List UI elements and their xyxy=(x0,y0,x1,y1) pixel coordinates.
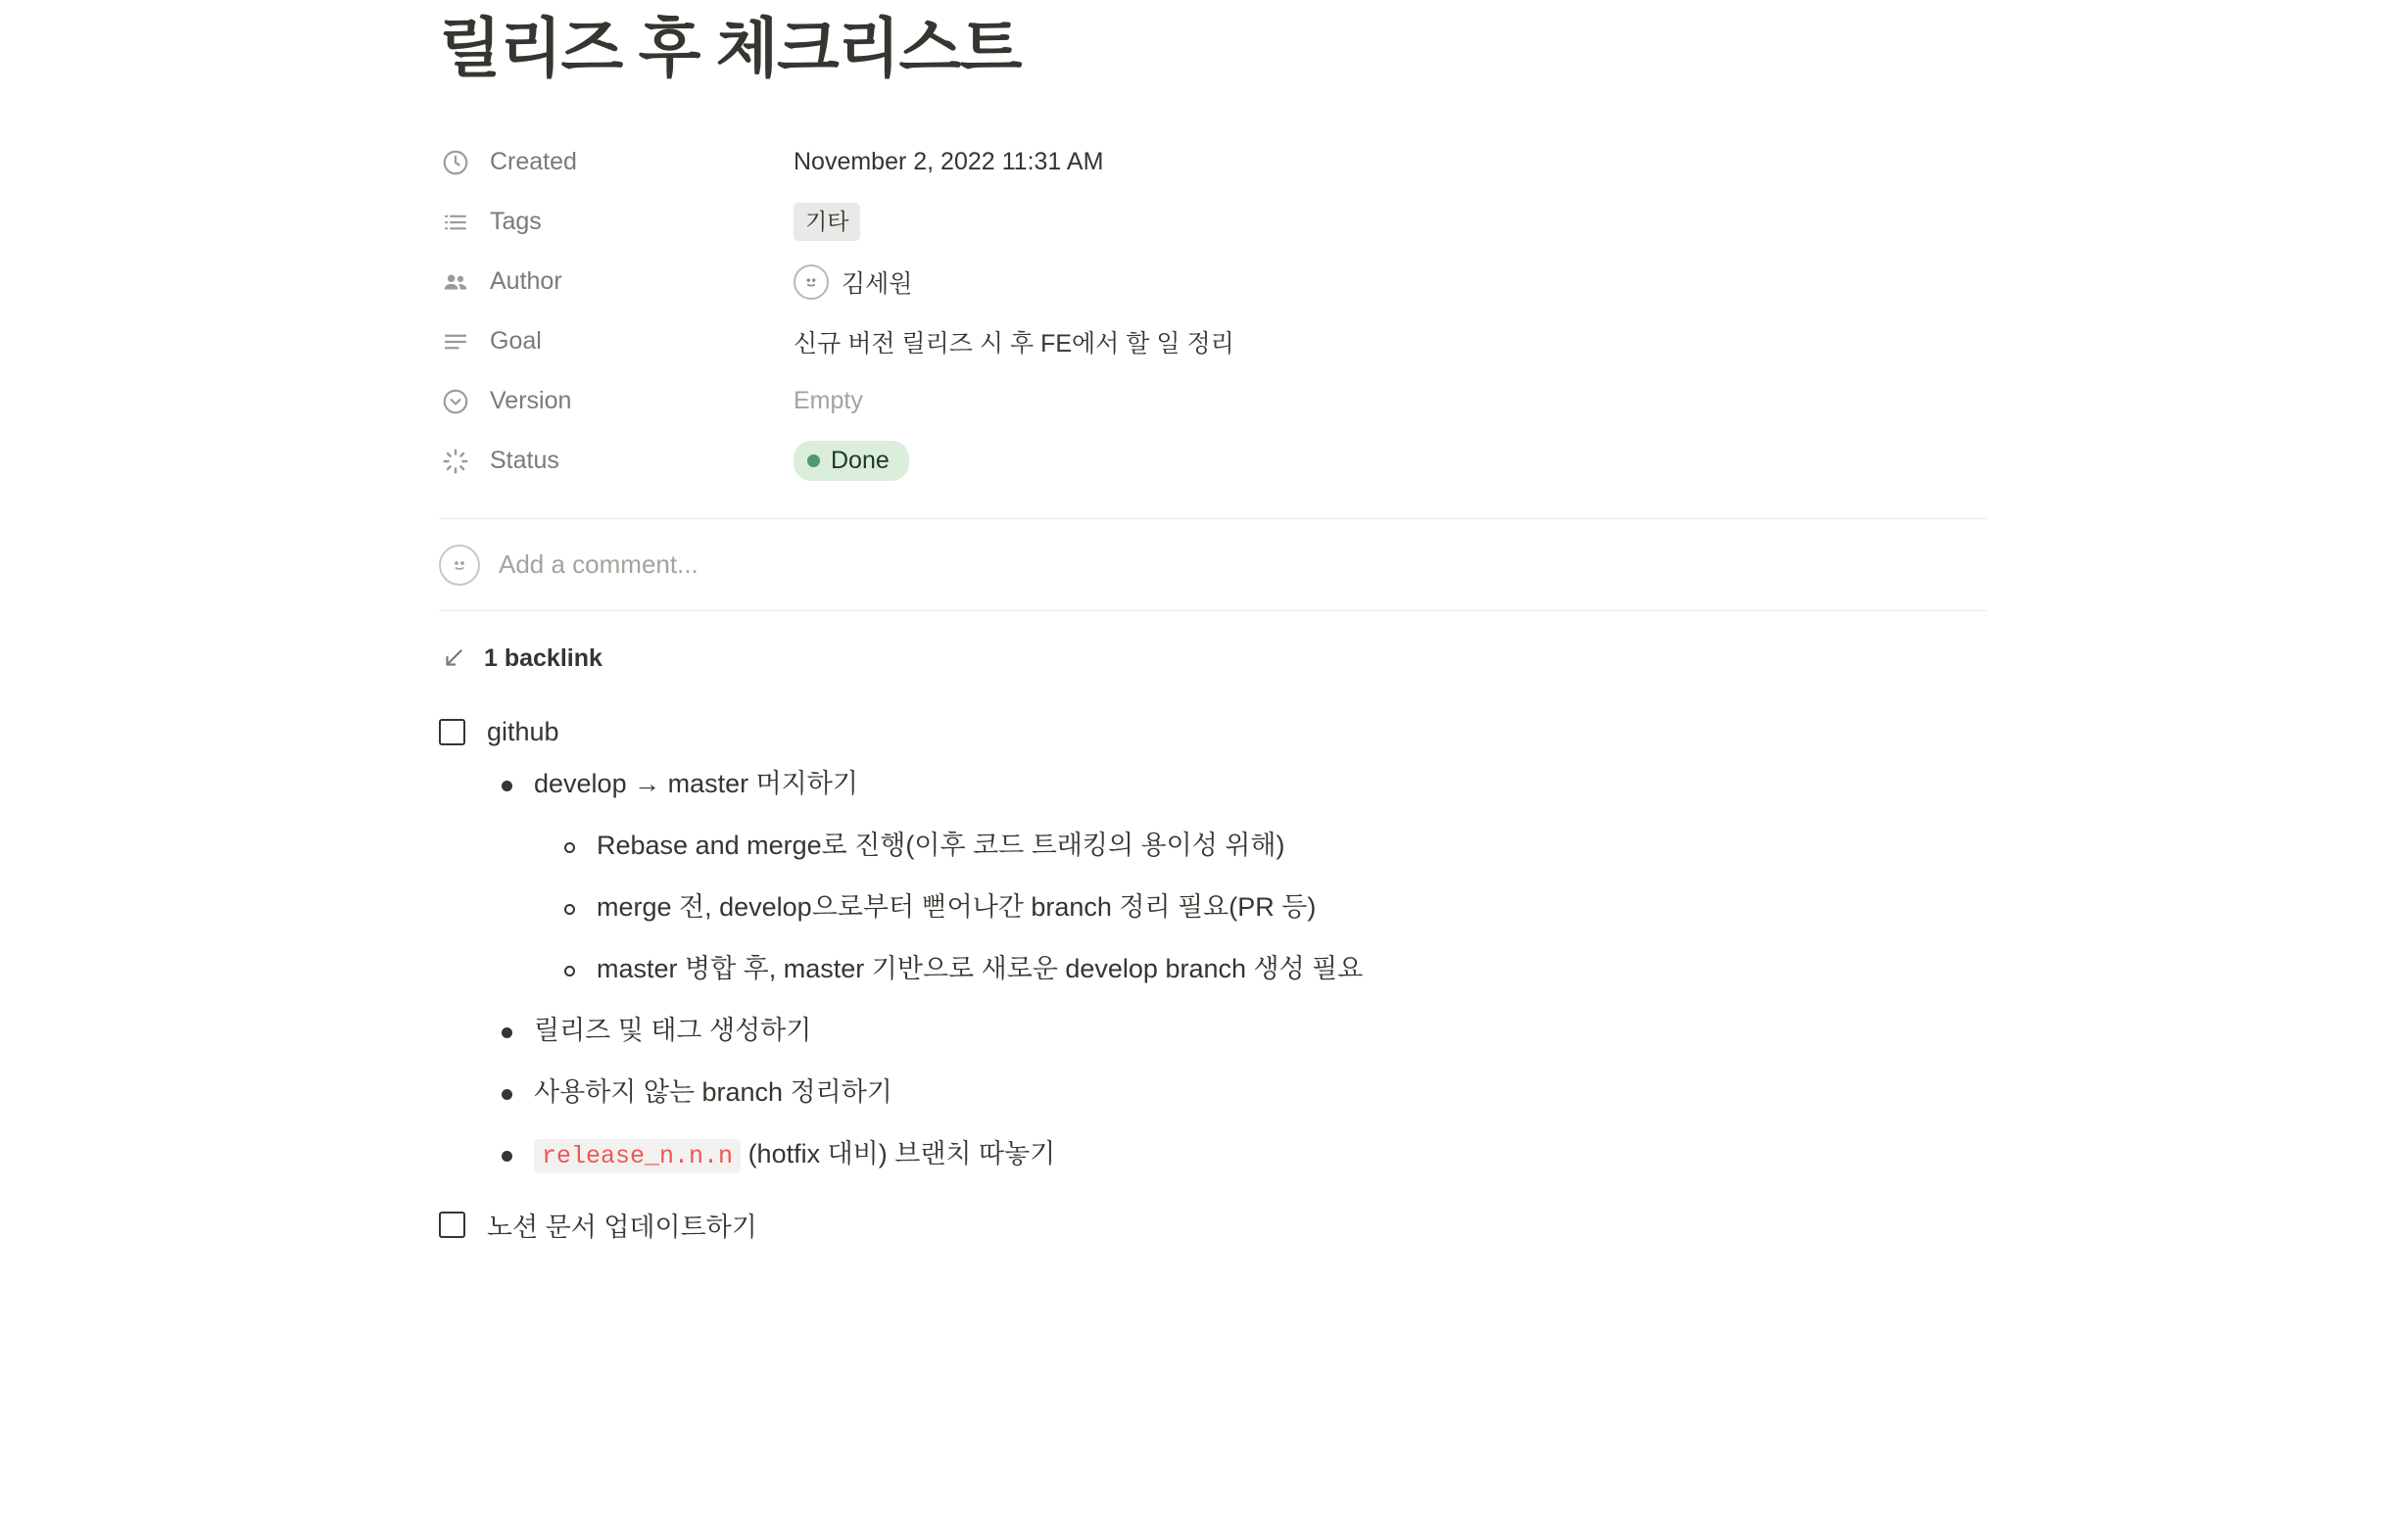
list-item-text: merge 전, develop으로부터 뻗어나간 branch 정리 필요(PR 등) xyxy=(597,892,1317,923)
property-row-status[interactable] xyxy=(439,431,1987,491)
list-item-text: 사용하지 않는 branch 정리하기 xyxy=(534,1077,892,1108)
bullet-list xyxy=(439,765,1987,1192)
person-chip[interactable] xyxy=(794,264,912,300)
property-label-goal xyxy=(439,325,794,358)
chevron-down-circle-icon xyxy=(439,385,472,418)
property-label-author xyxy=(439,265,794,299)
todo-label: 노션 문서 업데이트하기 xyxy=(487,1212,757,1242)
property-label-status xyxy=(439,445,794,478)
spinner-icon xyxy=(439,445,472,478)
status-badge[interactable] xyxy=(794,441,909,481)
property-name: Status xyxy=(490,447,559,475)
avatar xyxy=(794,264,829,300)
list-item xyxy=(439,888,1987,945)
checkbox[interactable] xyxy=(439,1212,465,1238)
backlink-arrow-icon xyxy=(439,643,468,673)
tag-chip[interactable]: 기타 xyxy=(794,203,860,241)
list-item-text: Rebase and merge로 진행(이후 코드 트래킹의 용이성 위해) xyxy=(597,831,1285,861)
todo-label: github xyxy=(487,716,559,746)
people-icon xyxy=(439,265,472,299)
list-item xyxy=(439,1012,1987,1069)
property-name: Author xyxy=(490,267,562,296)
avatar xyxy=(439,545,480,586)
clock-icon xyxy=(439,146,472,179)
list-item xyxy=(439,1073,1987,1130)
bullet-dot-icon xyxy=(502,1151,512,1162)
property-name: Version xyxy=(490,387,572,415)
property-label-version xyxy=(439,385,794,418)
bullet-dot-icon xyxy=(502,1089,512,1100)
property-label-tags xyxy=(439,206,794,239)
property-value-status[interactable] xyxy=(794,441,909,481)
backlink-toggle[interactable] xyxy=(439,611,1987,699)
property-row-goal[interactable] xyxy=(439,311,1987,371)
person-name: 김세원 xyxy=(842,269,913,298)
comment-input[interactable]: Add a comment... xyxy=(499,549,698,580)
list-item xyxy=(439,765,1987,822)
bullet-dot-icon xyxy=(564,904,575,915)
list-item-text: develop → master 머지하기 xyxy=(534,769,858,799)
property-label-created xyxy=(439,146,794,179)
property-value-version[interactable]: Empty xyxy=(794,387,863,415)
todo-item-github[interactable] xyxy=(439,703,1987,760)
list-item-code xyxy=(439,1135,1987,1192)
property-value-tags[interactable] xyxy=(794,203,860,241)
list-item-text: master 병합 후, master 기반으로 새로운 develop branch 생성 필요 xyxy=(597,954,1364,984)
page-title: 릴리즈 후 체크리스트 xyxy=(439,12,1021,84)
todo-item-notion-doc[interactable] xyxy=(439,1196,1987,1253)
list-item xyxy=(439,950,1987,1007)
property-name: Tags xyxy=(490,208,542,236)
list-item xyxy=(439,827,1987,883)
property-list xyxy=(439,132,1987,491)
bullet-dot-icon xyxy=(502,781,512,791)
property-row-created[interactable] xyxy=(439,132,1987,192)
property-name: Created xyxy=(490,148,577,176)
text-lines-icon xyxy=(439,325,472,358)
property-name: Goal xyxy=(490,327,542,356)
status-dot-icon xyxy=(807,454,820,467)
property-row-version[interactable] xyxy=(439,371,1987,431)
bullet-dot-icon xyxy=(502,1027,512,1038)
page-body xyxy=(439,703,1987,1253)
list-item-text xyxy=(534,1135,1055,1174)
bullet-dot-icon xyxy=(564,842,575,853)
property-row-author[interactable] xyxy=(439,252,1987,311)
property-value-created[interactable]: November 2, 2022 11:31 AM xyxy=(794,148,1104,176)
list-item-text: 릴리즈 및 태그 생성하기 xyxy=(534,1016,812,1046)
property-value-author[interactable] xyxy=(794,264,912,300)
backlink-label: 1 backlink xyxy=(484,643,602,672)
bullet-dot-icon xyxy=(564,966,575,976)
inline-code: release_n.n.n xyxy=(534,1139,741,1173)
checkbox[interactable] xyxy=(439,719,465,745)
list-icon xyxy=(439,206,472,239)
property-row-tags[interactable] xyxy=(439,192,1987,252)
status-label: Done xyxy=(831,447,890,475)
add-comment-row[interactable] xyxy=(439,519,1987,610)
list-item-text-tail: (hotfix 대비) 브랜치 따놓기 xyxy=(747,1139,1056,1169)
property-value-goal[interactable]: 신규 버전 릴리즈 시 후 FE에서 할 일 정리 xyxy=(794,329,1234,357)
